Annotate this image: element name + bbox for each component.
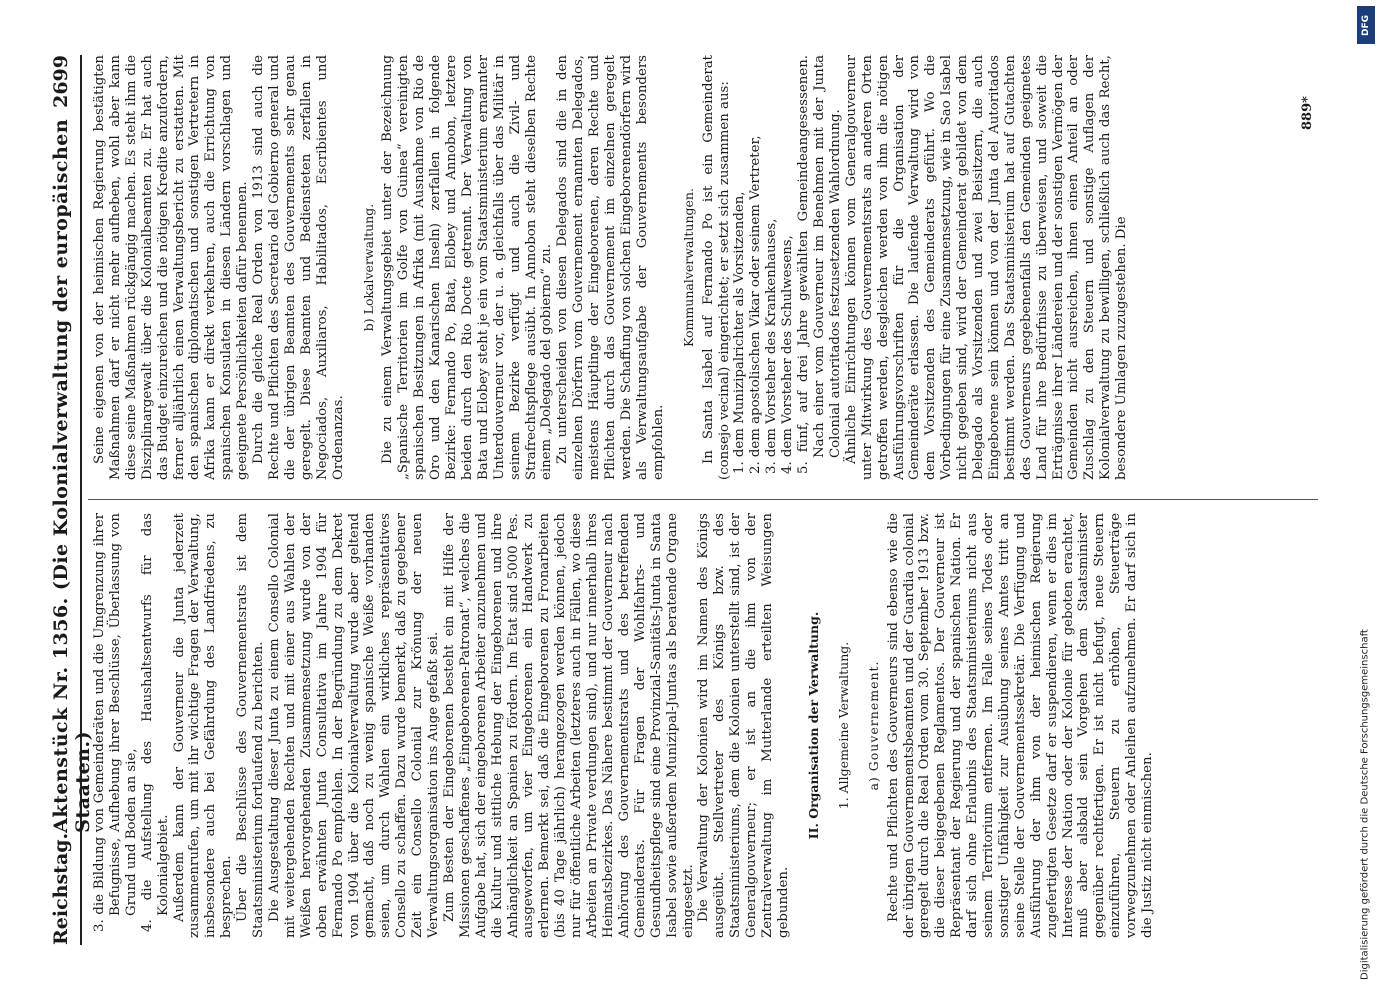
list-item: 2. dem apostolischen Vikar oder seinem Vertreter, [748, 135, 764, 474]
left-column [92, 513, 1312, 938]
section-heading: II. Organisation der Verwaltung. [805, 611, 821, 840]
footer-page-number: 889* [1300, 96, 1315, 130]
list-item: 4. die Aufstellung des Haushaltsentwurfs für das Kolonialgebiet. [139, 513, 171, 932]
paragraph: Die zu einem Verwaltungsgebiet unter der Bezeichnung „Spanische Territorien im Golfe von Guinea“ vereinigten spanischen Besitzungen in Afrika (mit Ausnahme von Rio de Oro und den Kanarischen Inseln) zerfallen in folgende Bezirke: Fernando Po, Bata, Elobey und Annobon, letztere beiden durch den Rio Docte getrennt. Der Verwaltung von Bata und Elobey steht je ein vom Staatsministerium ernannter Unterdouverneur vor, der u. a. gleichfalls über das Militär in seinem Bezirke verfügt und auch die Zivil- und Strafrechtspflege ausübt. In Annobon steht dieselben Rechte einem „Dolegado del gobierno“ zu. [380, 55, 555, 480]
header-left: Reichstag. [50, 832, 72, 945]
paragraph: Zum Besten der Eingeborenen besteht ein mit Hilfe der Missionen geschaffenes „Eingeborenen-Patronat“, welches die Aufgabe hat, sich der eingeborenen Arbeiter anzunehmen und die Kultur und sittliche Hebung der Eingeborenen und ihre Anhänglichkeit an Spanien zu fördern. Im Etat sind 5000 Pes. ausgeworfen, um vier Eingeborenen ein Handwerk zu erlernen. Bemerkt sei, daß die Eingeborenen zu Fronarbeiten (bis 40 Tage jährlich) herangezogen werden können, jedoch nur für öffentliche Arbeiten (letzteres auch in Fällen, wo diese Arbeiten an Private verdungen sind), und nur innerhalb ihres Heimatsbezirkes. Das Nähere bestimmt der Gouverneur nach Anhörung des Gouvernementsrats und des betreffenden Gemeinderats. Für Fragen der Wohlfahrts- und Gesundheitspflege sind eine Provinzial-Sanitäts-Junta in Santa Isabel sowie außerdem Munizipal-Juntas als beratende Organe eingesetzt. [441, 513, 696, 938]
paragraph: In Santa Isabel auf Fernando Po ist ein Gemeinderat (consejo vecinal) eingerichtet; er setzt sich zusammen aus: [700, 55, 732, 480]
digitization-note: Digitalisierung gefördert durch die Deutsche Forschungsgemeinschaft [1359, 629, 1371, 980]
paragraph: Durch die gleiche Real Orden von 1913 sind auch die Rechte und Pflichten des Secretario del Gobierno general und die der übrigen Beamten des Gouvernements sehr genau geregelt. Diese Beamten und Bediensteten zerfallen in Negociados, Auxiliaros, Habilitados, Escribientes und Ordenanzas. [251, 55, 346, 480]
subsection-heading: 1. Allgemeine Verwaltung. [835, 641, 851, 810]
paragraph: Ähnliche Einrichtungen können vom Generalgouverneur unter Mitwirkung des Gouvernementsrats an anderen Orten getroffen werden, desgleichen werden von ihm die nötigen Ausführungsvorschriften für die Organisation der Gemeinderäte erlassen. Die laufende Verwaltung wird von dem Vorsitzenden des Gemeinderats geführt. Wo die Vorbedingungen für eine Zusammensetzung, wie in Sao Isabel nicht gegeben sind, wird der Gemeinderat gebildet von dem Delegado als Vorsitzenden und zwei Beisitzern, die auch Eingeborene sein können und von der Junta del Autoritados bestimmt werden. Das Staatsministerium hat auf Gutachten des Gouverneurs gegebenenfalls den Gemeinden geeignetes Land für ihre Bedürfnisse zu überweisen, und soweit die Erträgnisse ihrer Ländereien und der sonstigen Vermögen der Gemeinden nicht ausreichen, ihnen einen Anteil an oder Zuschlag zu den Steuern und sonstige Auflagen der Kolonialverwaltung zu bewilligen, schließlich auch das Recht, besondere Umlagen zuzugestehen. Die [843, 55, 1130, 480]
dfg-logo: DFG [1357, 6, 1375, 44]
list-item: 3. dem Vorsteher des Krankenhauses, [764, 218, 780, 474]
paragraph: Die Ausgestaltung dieser Junta zu einem Consello Colonial mit weitergehenden Rechten und mit einer aus Wahlen der Weißen hervorgehenden Zusammensetzung wurde von der oben erwähnten Junta Consultativa im Jahre 1904 für Fernando Po empfohlen. In der Begründung zu dem Dekret von 1904 über die Kolonialverwaltung wurde aber geltend gemacht, daß noch zu wenig spanische Weiße vorhanden seien, um durch Wahlen ein wirkliches repräsentatives Consello zu schaffen. Dazu wurde bemerkt, daß zu gegebener Zeit ein Consello Colonial zur Krönung der neuen Verwaltungsorganisation ins Auge gefaßt sei. [266, 513, 442, 938]
right-column [92, 55, 1312, 480]
paragraph: Außerdem kann der Gouverneur die Junta jederzeit zusammenrufen, um mit ihr wichtige Fragen der Verwaltung, insbesondere auch bei Gefährdung des Landfriedens, zu besprechen. [171, 513, 235, 938]
header-title: Aktenstück Nr. 1356. (Die Kolonialverwaltung der europäischen Staaten.) [50, 118, 94, 833]
paragraph: Zu unterscheiden von diesen Delegados sind die in den einzelnen Dörfern vom Gouvernement ernannten Delegados, meistens Häuptlinge der Eingeborenen, deren Rechte und Pflichten durch das Gouvernement im einzelnen geregelt werden. Die Schaffung von solchen Eingeborenendörfern wird als Verwaltungsaufgabe der Gouvernements besonders empfohlen. [555, 55, 666, 480]
subsection-heading: a) Gouvernement. [865, 660, 881, 791]
header-page-number: 2699 [50, 55, 72, 108]
paragraph: Seine eigenen von der heimischen Regierung bestätigten Maßnahmen darf er nicht mehr aufheben, wohl aber kann diese seine Maßnahmen rückgängig machen. Es steht ihm die Disziplinargewalt über die Kolonialbeamten zu. Er hat auch das Budget einzureichen und die nötigen Kredite anzufordern, ferner alljährlich einen Verwaltungsbericht zu erstatten. Mit den spanischen diplomatischen und sonstigen Vertretern in Afrika kann er direkt verkehren, auch die Errichtung von spanischen Konsulaten in diesen Ländern vorschlagen und geeignete Persönlichkeiten dafür benennen. [92, 55, 251, 480]
list-item: 3. die Bildung von Gemeinderäten und die Umgrenzung ihrer Befugnisse, Aufhebung ihrer Beschlüsse, Überlassung von Grund und Boden an sie, [92, 513, 139, 932]
list-item: 4. dem Vorsteher des Schulwesens, [780, 235, 796, 474]
column-divider [88, 499, 1318, 500]
list-item: 5. fünf, auf drei Jahre gewählten Gemeindeangesessenen. Nach einer vom Gouverneur im Benehmen mit der Junta Colonial autoritados festzusetzenden Wahlordnung. [796, 55, 843, 474]
subsection-heading: b) Lokalverwaltung. [360, 203, 376, 332]
paragraph: Über die Beschlüsse des Gouvernementsrats ist dem Staatsministerium fortlaufend zu berichten. [235, 513, 267, 938]
running-header [50, 55, 94, 945]
list-item: 1. dem Munizipalrichter als Vorsitzenden, [732, 191, 748, 474]
paragraph: Rechte und Pflichten des Gouverneurs sind ebenso wie die der übrigen Gouvernementsbeamten und der Guardia colonial geregelt durch die Real Orden vom 30. September 1913 bzw. die dieser beigegebenen Reglamentos. Der Gouverneur ist Repräsentant der Regierung und der spanischen Nation. Er darf sich ohne Erlaubnis des Staatsministeriums nicht aus seinem Territorium entfernen. Im Falle seines Todes oder sonstiger Unfähigkeit zur Ausübung seines Amtes tritt an seine Stelle der Gouvernementssekretär. Die Verfügung und Ausführung der ihm von der heimischen Regierung zugefertigten Gesetze darf er suspendieren, wenn er dies im Interesse der Nation oder der Kolonie für geboten erachtet, muß aber alsbald sein Vorgehen dem Staatsminister gegenüber rechtfertigen. Er ist nicht befugt, neue Steuern einzuführen, Steuern zu erhöhen, Steuerträge vorwegzunehmen oder Anleihen aufzunehmen. Er darf sich in die Justiz nicht einmischen. [885, 513, 1156, 938]
paragraph: Die Verwaltung der Kolonien wird im Namen des Königs ausgeübt. Stellvertreter des Königs bzw. des Staatsministeriums, dem die Kolonien unterstellt sind, ist der Generalgouverneur; er ist an die ihm von der Zentralverwaltung im Mutterlande erteilten Weisungen gebunden. [696, 513, 791, 938]
subsection-heading: Kommunalverwaltungen. [680, 188, 696, 347]
